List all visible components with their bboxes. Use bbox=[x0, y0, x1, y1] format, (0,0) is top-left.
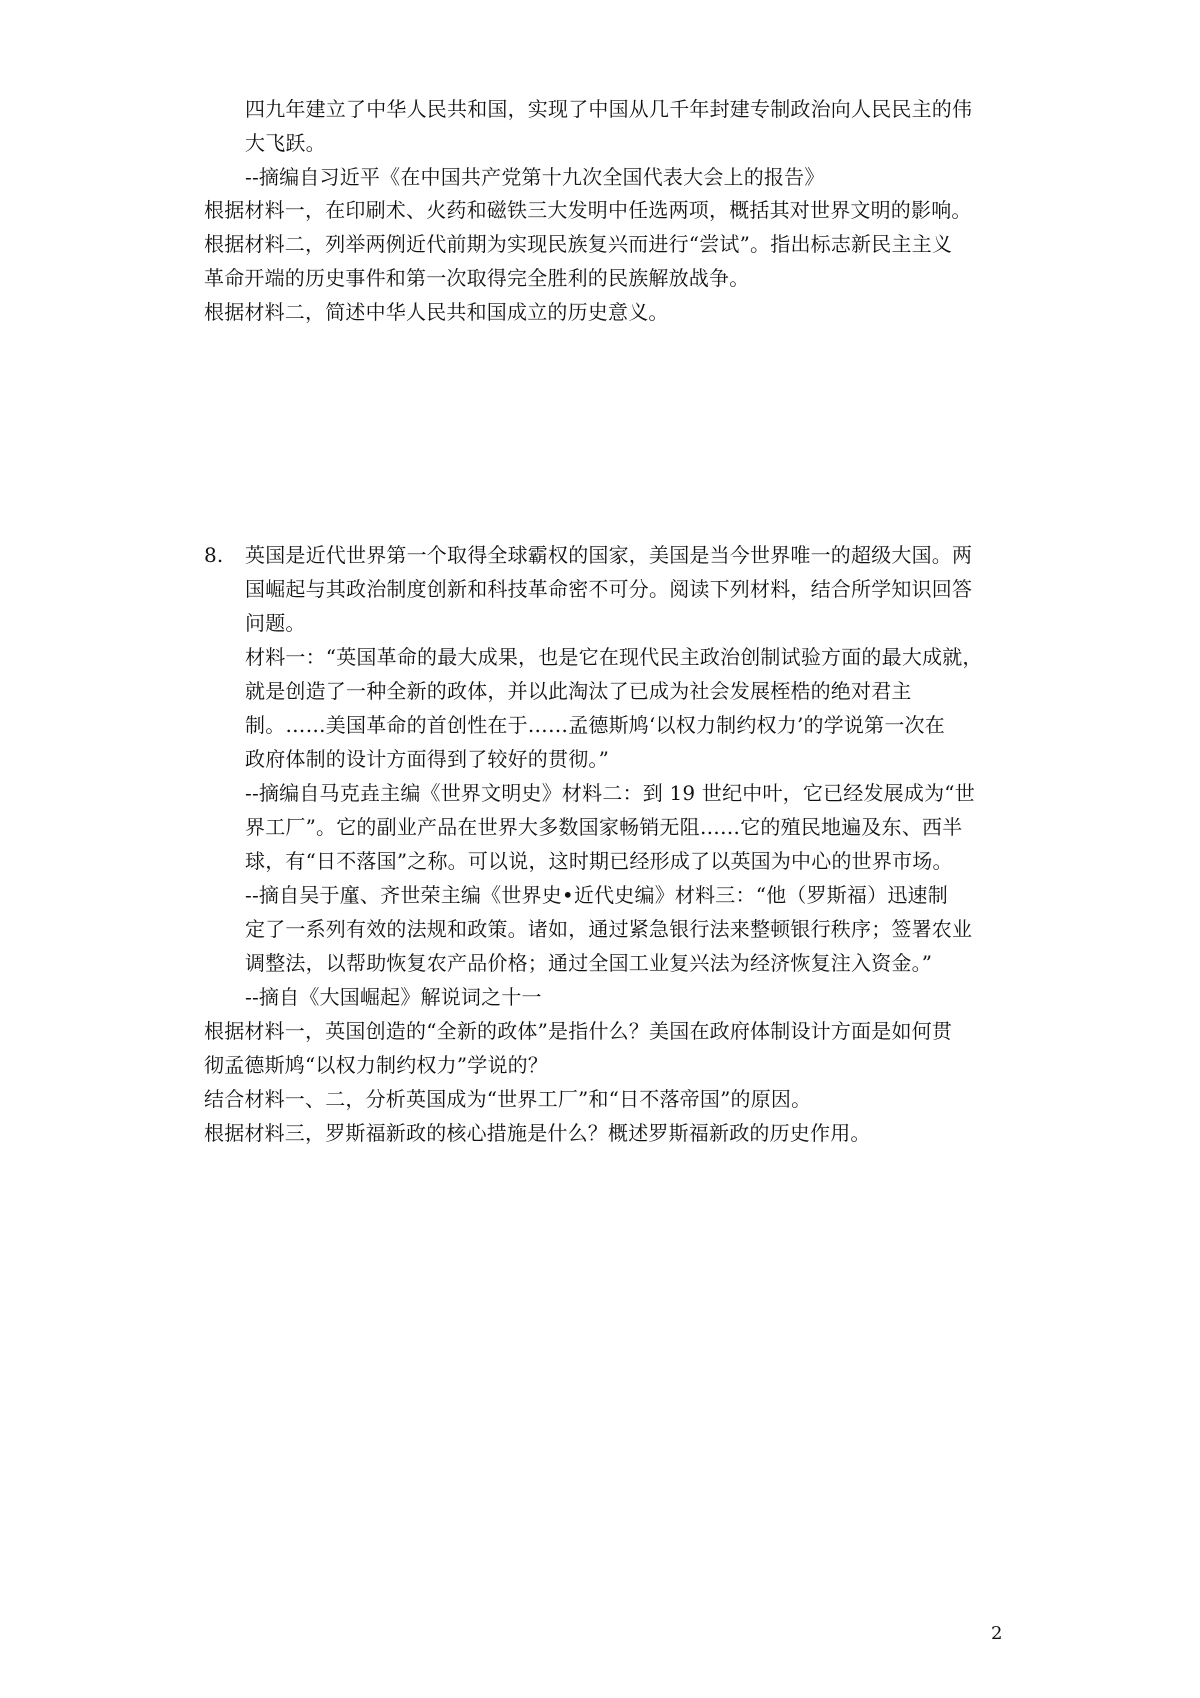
q8-prompt-2: 结合材料一、二，分析英国成为“世界工厂”和“日不落帝国”的原因。 bbox=[204, 1087, 812, 1111]
q8-prompt-3: 根据材料三，罗斯福新政的核心措施是什么？概述罗斯福新政的历史作用。 bbox=[204, 1121, 871, 1145]
q8-line-2: 国崛起与其政治制度创新和科技革命密不可分。阅读下列材料，结合所学知识回答 bbox=[245, 577, 973, 601]
q7-material-source: --摘编自习近平《在中国共产党第十九次全国代表大会上的报告》 bbox=[245, 165, 825, 189]
q7-prompt-1: 根据材料一，在印刷术、火药和磁铁三大发明中任选两项，概括其对世界文明的影响。 bbox=[204, 198, 972, 222]
q8-line-11: --摘自吴于廑、齐世荣主编《世界史•近代史编》材料三：“他（罗斯福）迅速制 bbox=[245, 883, 948, 907]
q8-number: 8. bbox=[204, 543, 224, 567]
q8-line-13: 调整法，以帮助恢复农产品价格；通过全国工业复兴法为经济恢复注入资金。” bbox=[245, 951, 933, 975]
q7-prompt-2: 根据材料二，列举两例近代前期为实现民族复兴而进行“尝试”。指出标志新民主主义 bbox=[204, 232, 953, 256]
q7-material-line-2: 大飞跃。 bbox=[245, 131, 326, 155]
q8-prompt-1: 根据材料一，英国创造的“全新的政体”是指什么？美国在政府体制设计方面是如何贯 bbox=[204, 1019, 953, 1043]
q8-line-7: 政府体制的设计方面得到了较好的贯彻。” bbox=[245, 747, 610, 771]
q8-line-6: 制。……美国革命的首创性在于……孟德斯鸠‘以权力制约权力’的学说第一次在 bbox=[245, 713, 945, 737]
q8-prompt-1-cont: 彻孟德斯鸠“以权力制约权力”学说的？ bbox=[204, 1053, 549, 1077]
q8-line-10: 球，有“日不落国”之称。可以说，这时期已经形成了以英国为中心的世界市场。 bbox=[245, 849, 953, 873]
q8-line-3: 问题。 bbox=[245, 611, 306, 635]
q8-line-14: --摘自《大国崛起》解说词之十一 bbox=[245, 985, 542, 1009]
q8-line-8: --摘编自马克垚主编《世界文明史》材料二：到 19 世纪中叶，它已经发展成为“世 bbox=[245, 781, 975, 805]
q7-material-line-1: 四九年建立了中华人民共和国，实现了中国从几千年封建专制政治向人民民主的伟 bbox=[245, 97, 973, 121]
q8-line-4: 材料一：“英国革命的最大成果，也是它在现代民主政治创制试验方面的最大成就， bbox=[245, 645, 983, 669]
page-number: 2 bbox=[991, 1623, 1003, 1644]
q8-line-5: 就是创造了一种全新的政体，并以此淘汰了已成为社会发展桎梏的绝对君主 bbox=[245, 679, 912, 703]
q7-prompt-2-cont: 革命开端的历史事件和第一次取得完全胜利的民族解放战争。 bbox=[204, 266, 750, 290]
q8-line-1: 英国是近代世界第一个取得全球霸权的国家，美国是当今世界唯一的超级大国。两 bbox=[245, 543, 973, 567]
q7-prompt-3: 根据材料二，简述中华人民共和国成立的历史意义。 bbox=[204, 300, 669, 324]
q8-line-12: 定了一系列有效的法规和政策。诸如，通过紧急银行法来整顿银行秩序；签署农业 bbox=[245, 917, 973, 941]
q8-line-9: 界工厂”。它的副业产品在世界大多数国家畅销无阻……它的殖民地遍及东、西半 bbox=[245, 815, 963, 839]
